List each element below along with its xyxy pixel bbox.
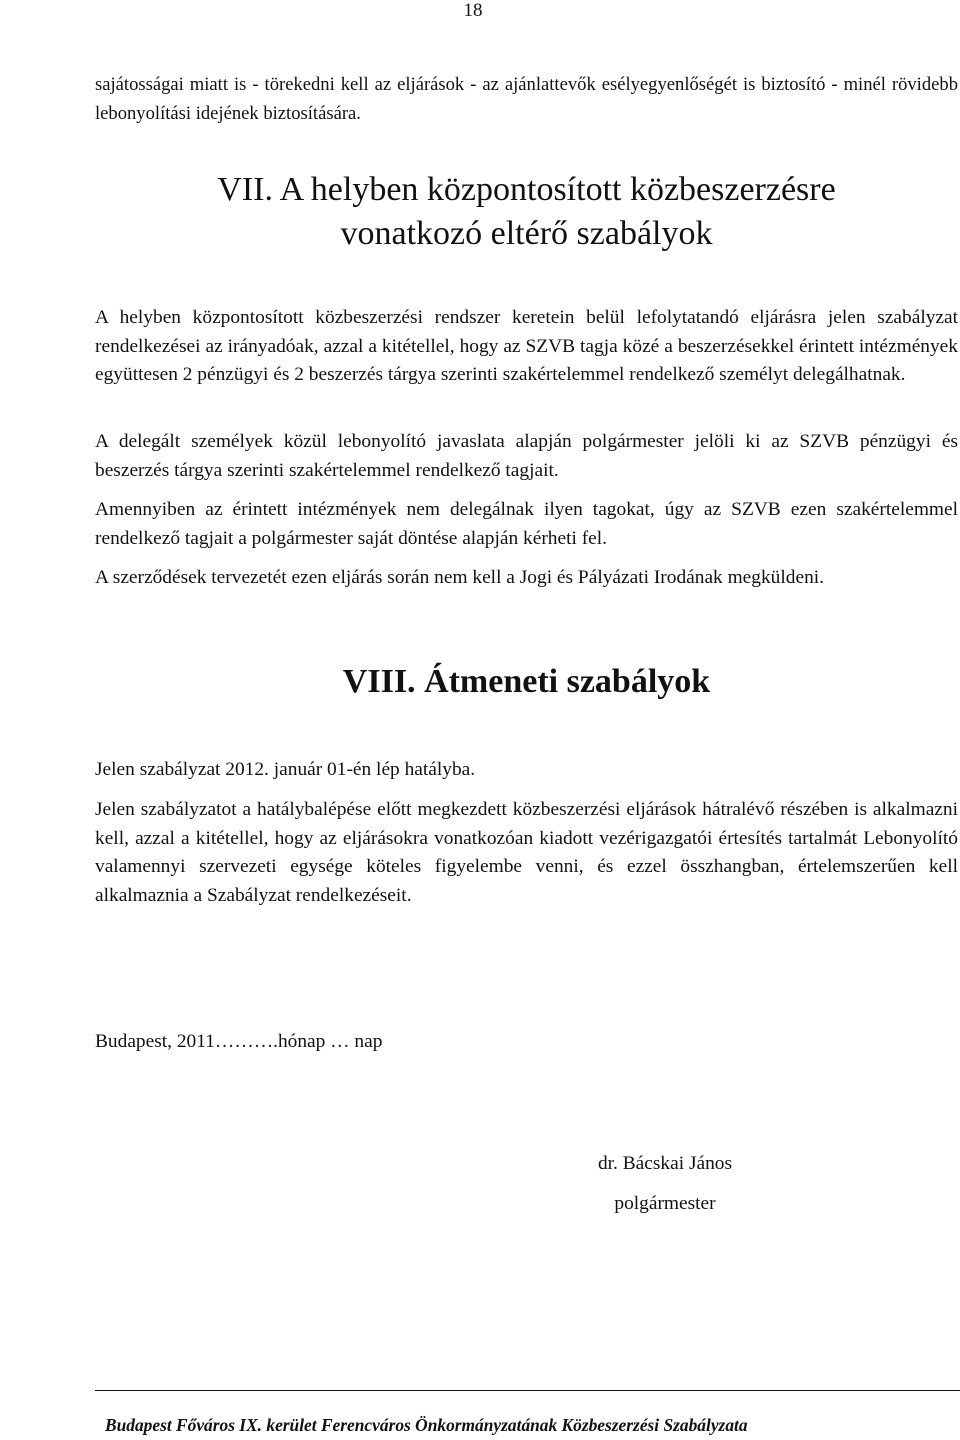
intro-paragraph: sajátosságai miatt is - törekedni kell az eljárások - az ajánlattevők esélyegyenlőségét is biztosító - minél rövidebb lebonyolítási idejének biztosítására. [95, 74, 958, 124]
section-viii-paragraph-2: Jelen szabályzatot a hatálybalépése előtt megkezdett közbeszerzési eljárások hátralévő részében is alkalmazni kell, azzal a kitétellel, hogy az eljárásokra vonatkozóan kiadott vezérigazgatói értesítés tartalmát Lebonyolító valamennyi szervezeti egysége köteles figyelembe venni, és ezzel összhangban, értelemszerűen kell alkalmaznia a Szabályzat rendelkezéseit. [95, 799, 958, 906]
signatory-name: dr. Bácskai János [597, 1153, 733, 1174]
footer-divider [95, 1390, 960, 1391]
footer-text: Budapest Főváros IX. kerület Ferencváros Önkormányzatának Közbeszerzési Szabályzata [105, 1415, 748, 1435]
section-vii-paragraph-2: A delegált személyek közül lebonyolító javaslata alapján polgármester jelöli ki az SZVB pénzügyi és beszerzés tárgya szerinti szakértelemmel rendelkező tagjait. [95, 431, 958, 481]
section-vii-heading-line2: vonatkozó eltérő szabályok [340, 215, 713, 252]
section-viii-paragraph-1: Jelen szabályzat 2012. január 01-én lép hatályba. [95, 759, 476, 780]
section-vii-paragraph-3: Amennyiben az érintett intézmények nem delegálnak ilyen tagokat, úgy az SZVB ezen szakértelemmel rendelkező tagjait a polgármester saját döntése alapján kérheti fel. [95, 499, 958, 549]
signatory-title: polgármester [614, 1193, 716, 1214]
section-vii-heading-line1: VII. A helyben központosított közbeszerzésre [217, 171, 836, 208]
page-number: 18 [463, 0, 483, 21]
section-vii-paragraph-1: A helyben központosított közbeszerzési rendszer keretein belül lefolytatandó eljárásra jelen szabályzat rendelkezései az irányadóak, azzal a kitétellel, hogy az SZVB tagja közé a beszerzésekkel érintett intézmények együttesen 2 pénzügyi és 2 beszerzés tárgya szerinti szakértelemmel rendelkező személyt delegálhatnak. [95, 307, 958, 385]
signature-place-date: Budapest, 2011……….hónap … nap [95, 1031, 383, 1052]
section-vii-paragraph-4: A szerződések tervezetét ezen eljárás során nem kell a Jogi és Pályázati Irodának megküldeni. [95, 567, 824, 588]
section-viii-heading: VIII. Átmeneti szabályok [342, 663, 711, 700]
section-vii-heading [95, 168, 958, 256]
